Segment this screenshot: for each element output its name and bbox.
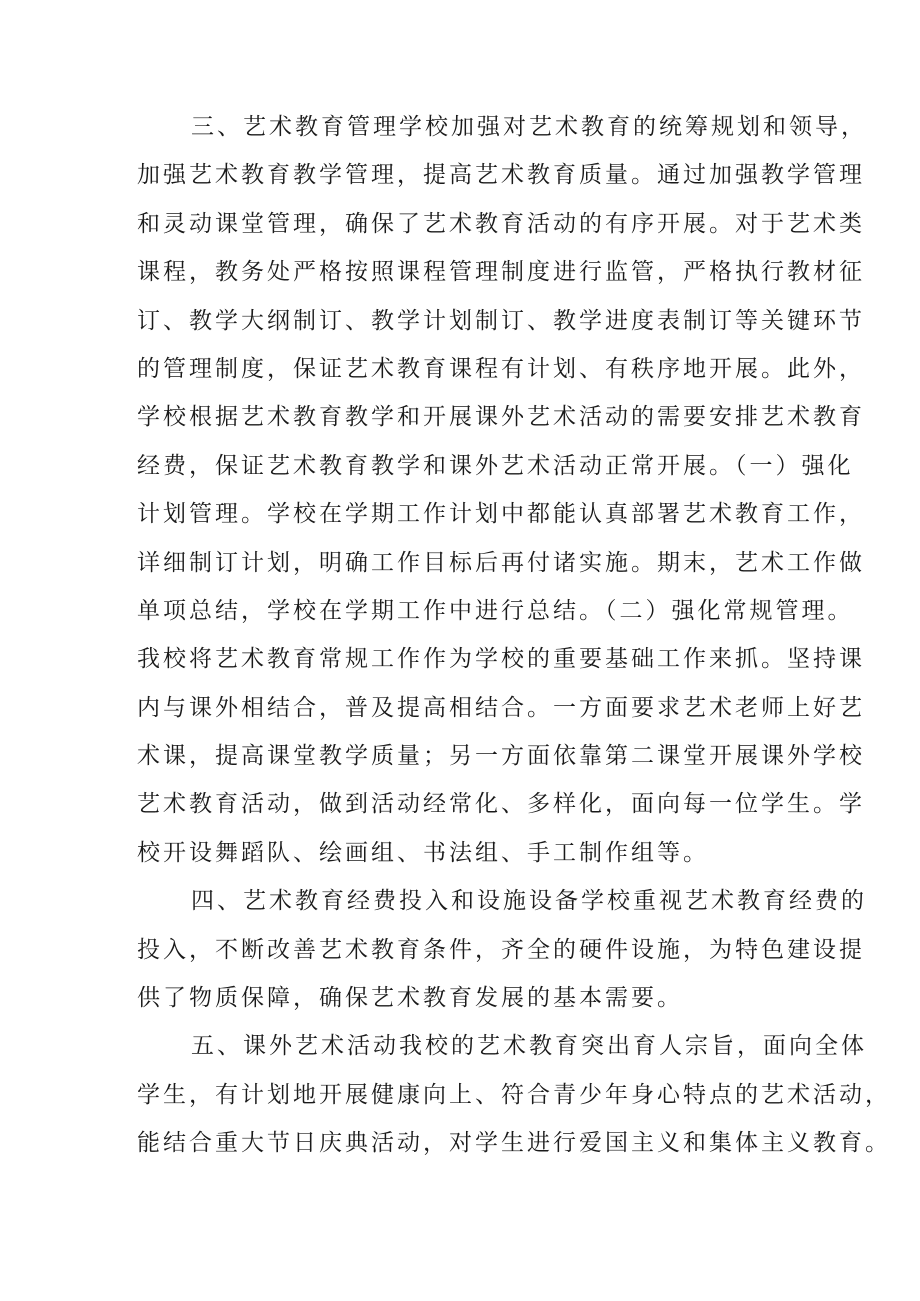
paragraph-section-5 — [137, 1022, 891, 1167]
text-line: 供了物质保障，确保艺术教育发展的基本需要。 — [137, 985, 683, 1012]
text-line: 四、艺术教育经费投入和设施设备学校重视艺术教育经费的 — [191, 888, 867, 915]
text-line: 我校将艺术教育常规工作作为学校的重要基础工作来抓。坚持课 — [137, 646, 865, 673]
text-line: 的管理制度，保证艺术教育课程有计划、有秩序地开展。此外， — [137, 355, 865, 382]
text-line: 单项总结，学校在学期工作中进行总结。（二）强化常规管理。 — [137, 597, 854, 624]
text-line: 学校根据艺术教育教学和开展课外艺术活动的需要安排艺术教育 — [137, 404, 865, 431]
text-line: 能结合重大节日庆典活动，对学生进行爱国主义和集体主义教育。 — [137, 1130, 891, 1157]
paragraph-section-4 — [137, 877, 867, 1022]
paragraph-section-3 — [137, 103, 867, 877]
text-line: 加强艺术教育教学管理，提高艺术教育质量。通过加强教学管理 — [137, 162, 865, 189]
text-line: 艺术教育活动，做到活动经常化、多样化，面向每一位学生。学 — [137, 791, 865, 818]
text-line: 学生，有计划地开展健康向上、符合青少年身心特点的艺术活动， — [137, 1081, 891, 1108]
text-line: 课程，教务处严格按照课程管理制度进行监管，严格执行教材征 — [137, 259, 865, 286]
text-line: 内与课外相结合，普及提高相结合。一方面要求艺术老师上好艺 — [137, 694, 865, 721]
text-line: 校开设舞蹈队、绘画组、书法组、手工制作组等。 — [137, 839, 709, 866]
text-line: 经费，保证艺术教育教学和课外艺术活动正常开展。（一）强化 — [137, 452, 854, 479]
text-line: 三、艺术教育管理学校加强对艺术教育的统筹规划和领导， — [191, 114, 867, 140]
document-body — [137, 103, 891, 1168]
text-line: 术课，提高课堂教学质量；另一方面依靠第二课堂开展课外学校 — [137, 743, 865, 770]
text-line: 和灵动课堂管理，确保了艺术教育活动的有序开展。对于艺术类 — [137, 210, 865, 237]
text-line: 五、课外艺术活动我校的艺术教育突出育人宗旨，面向全体 — [191, 1033, 867, 1060]
text-line: 详细制订计划，明确工作目标后再付诸实施。期末，艺术工作做 — [137, 549, 865, 576]
text-line: 计划管理。学校在学期工作计划中都能认真部署艺术教育工作， — [137, 501, 865, 528]
text-line: 订、教学大纲制订、教学计划制订、教学进度表制订等关键环节 — [137, 307, 865, 334]
text-line: 投入，不断改善艺术教育条件，齐全的硬件设施，为特色建设提 — [137, 936, 865, 963]
